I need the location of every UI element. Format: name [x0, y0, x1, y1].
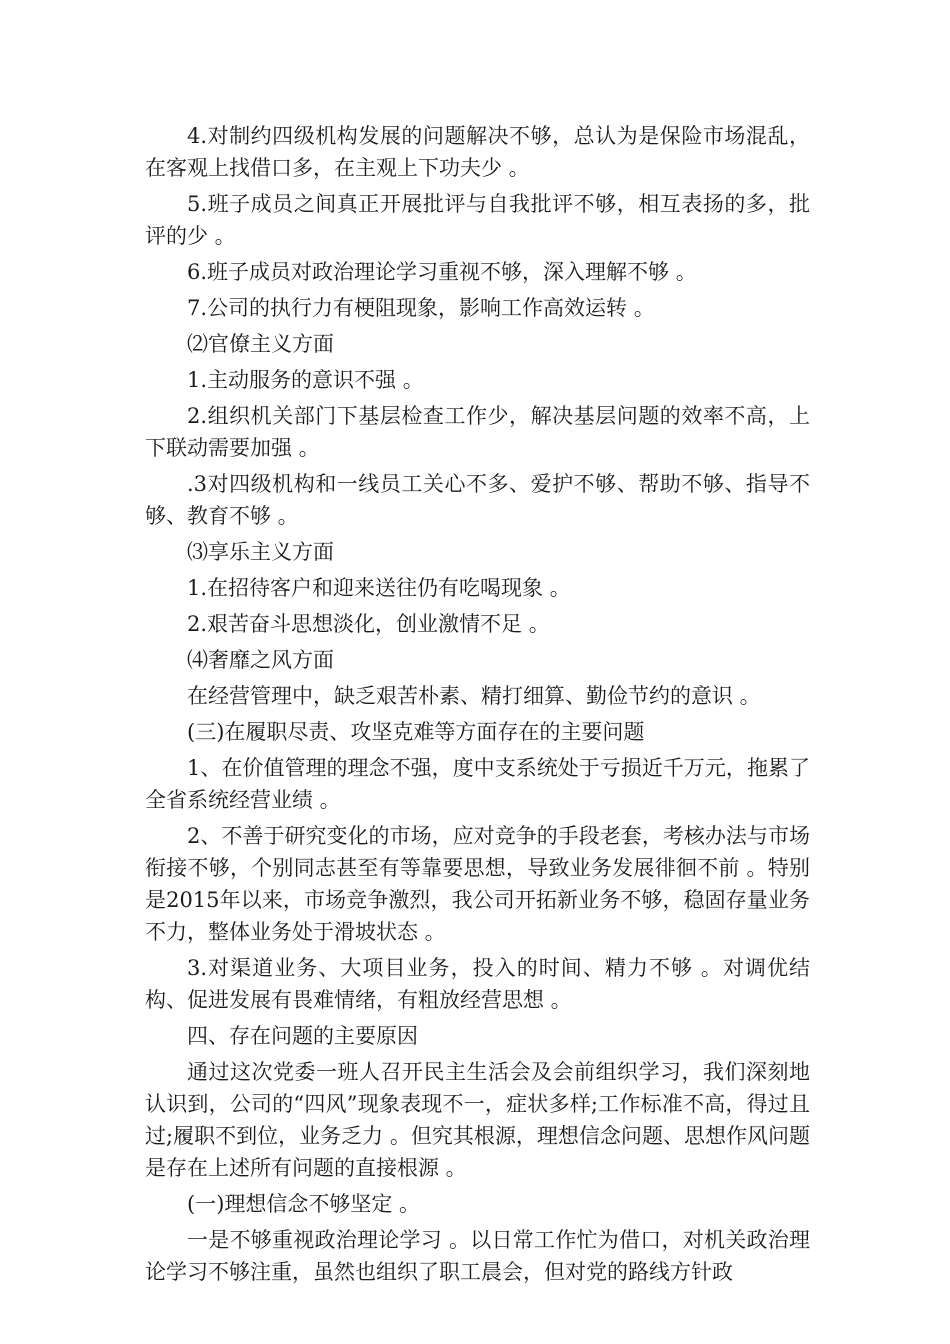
paragraph: 3.对渠道业务、大项目业务，投入的时间、精力不够 。对调优结构、促进发展有畏难情绪，有粗放经营思想 。 [145, 956, 810, 1012]
paragraph: .3对四级机构和一线员工关心不多、爱护不够、帮助不够、指导不够、教育不够 。 [145, 472, 810, 528]
section-heading: ⑶享乐主义方面 [187, 540, 334, 564]
document-body [145, 120, 810, 1292]
paragraph: 2.组织机关部门下基层检查工作少，解决基层问题的效率不高，上下联动需要加强 。 [145, 404, 810, 460]
paragraph: 1.在招待客户和迎来送往仍有吃喝现象 。 [187, 576, 571, 600]
paragraph: 1.主动服务的意识不强 。 [187, 368, 424, 392]
paragraph: 1、在价值管理的理念不强，度中支系统处于亏损近千万元，拖累了全省系统经营业绩 。 [145, 756, 810, 812]
paragraph: 2、不善于研究变化的市场，应对竞争的手段老套，考核办法与市场衔接不够，个别同志甚至有等靠要思想，导致业务发展徘徊不前 。特别是2015年以来，市场竞争激烈，我公司开拓新业务不够，稳固存量业务不力，整体业务处于滑坡状态 。 [145, 824, 810, 944]
paragraph: 4.对制约四级机构发展的问题解决不够，总认为是保险市场混乱，在客观上找借口多，在主观上下功夫少 。 [145, 124, 810, 180]
section-heading: ⑷奢靡之风方面 [187, 648, 334, 672]
paragraph: 2.艰苦奋斗思想淡化，创业激情不足 。 [187, 612, 550, 636]
paragraph: 7.公司的执行力有梗阻现象，影响工作高效运转 。 [187, 296, 655, 320]
paragraph: 在经营管理中，缺乏艰苦朴素、精打细算、勤俭节约的意识 。 [187, 684, 761, 708]
section-heading: (三)在履职尽责、攻坚克难等方面存在的主要问题 [187, 720, 645, 744]
section-heading: ⑵官僚主义方面 [187, 332, 334, 356]
paragraph: 通过这次党委一班人召开民主生活会及会前组织学习，我们深刻地认识到，公司的“四风”现象表现不一，症状多样;工作标准不高，得过且过;履职不到位，业务乏力 。但究其根源，理想信念问题、思想作风问题是存在上述所有问题的直接根源 。 [145, 1060, 810, 1180]
paragraph: 5.班子成员之间真正开展批评与自我批评不够，相互表扬的多，批评的少 。 [145, 192, 810, 248]
paragraph: 6.班子成员对政治理论学习重视不够，深入理解不够 。 [187, 260, 697, 284]
section-heading: (一)理想信念不够坚定 。 [187, 1192, 421, 1216]
paragraph: 一是不够重视政治理论学习 。以日常工作忙为借口，对机关政治理论学习不够注重，虽然也组织了职工晨会，但对党的路线方针政 [145, 1228, 810, 1284]
section-heading: 四、存在问题的主要原因 [187, 1024, 418, 1048]
